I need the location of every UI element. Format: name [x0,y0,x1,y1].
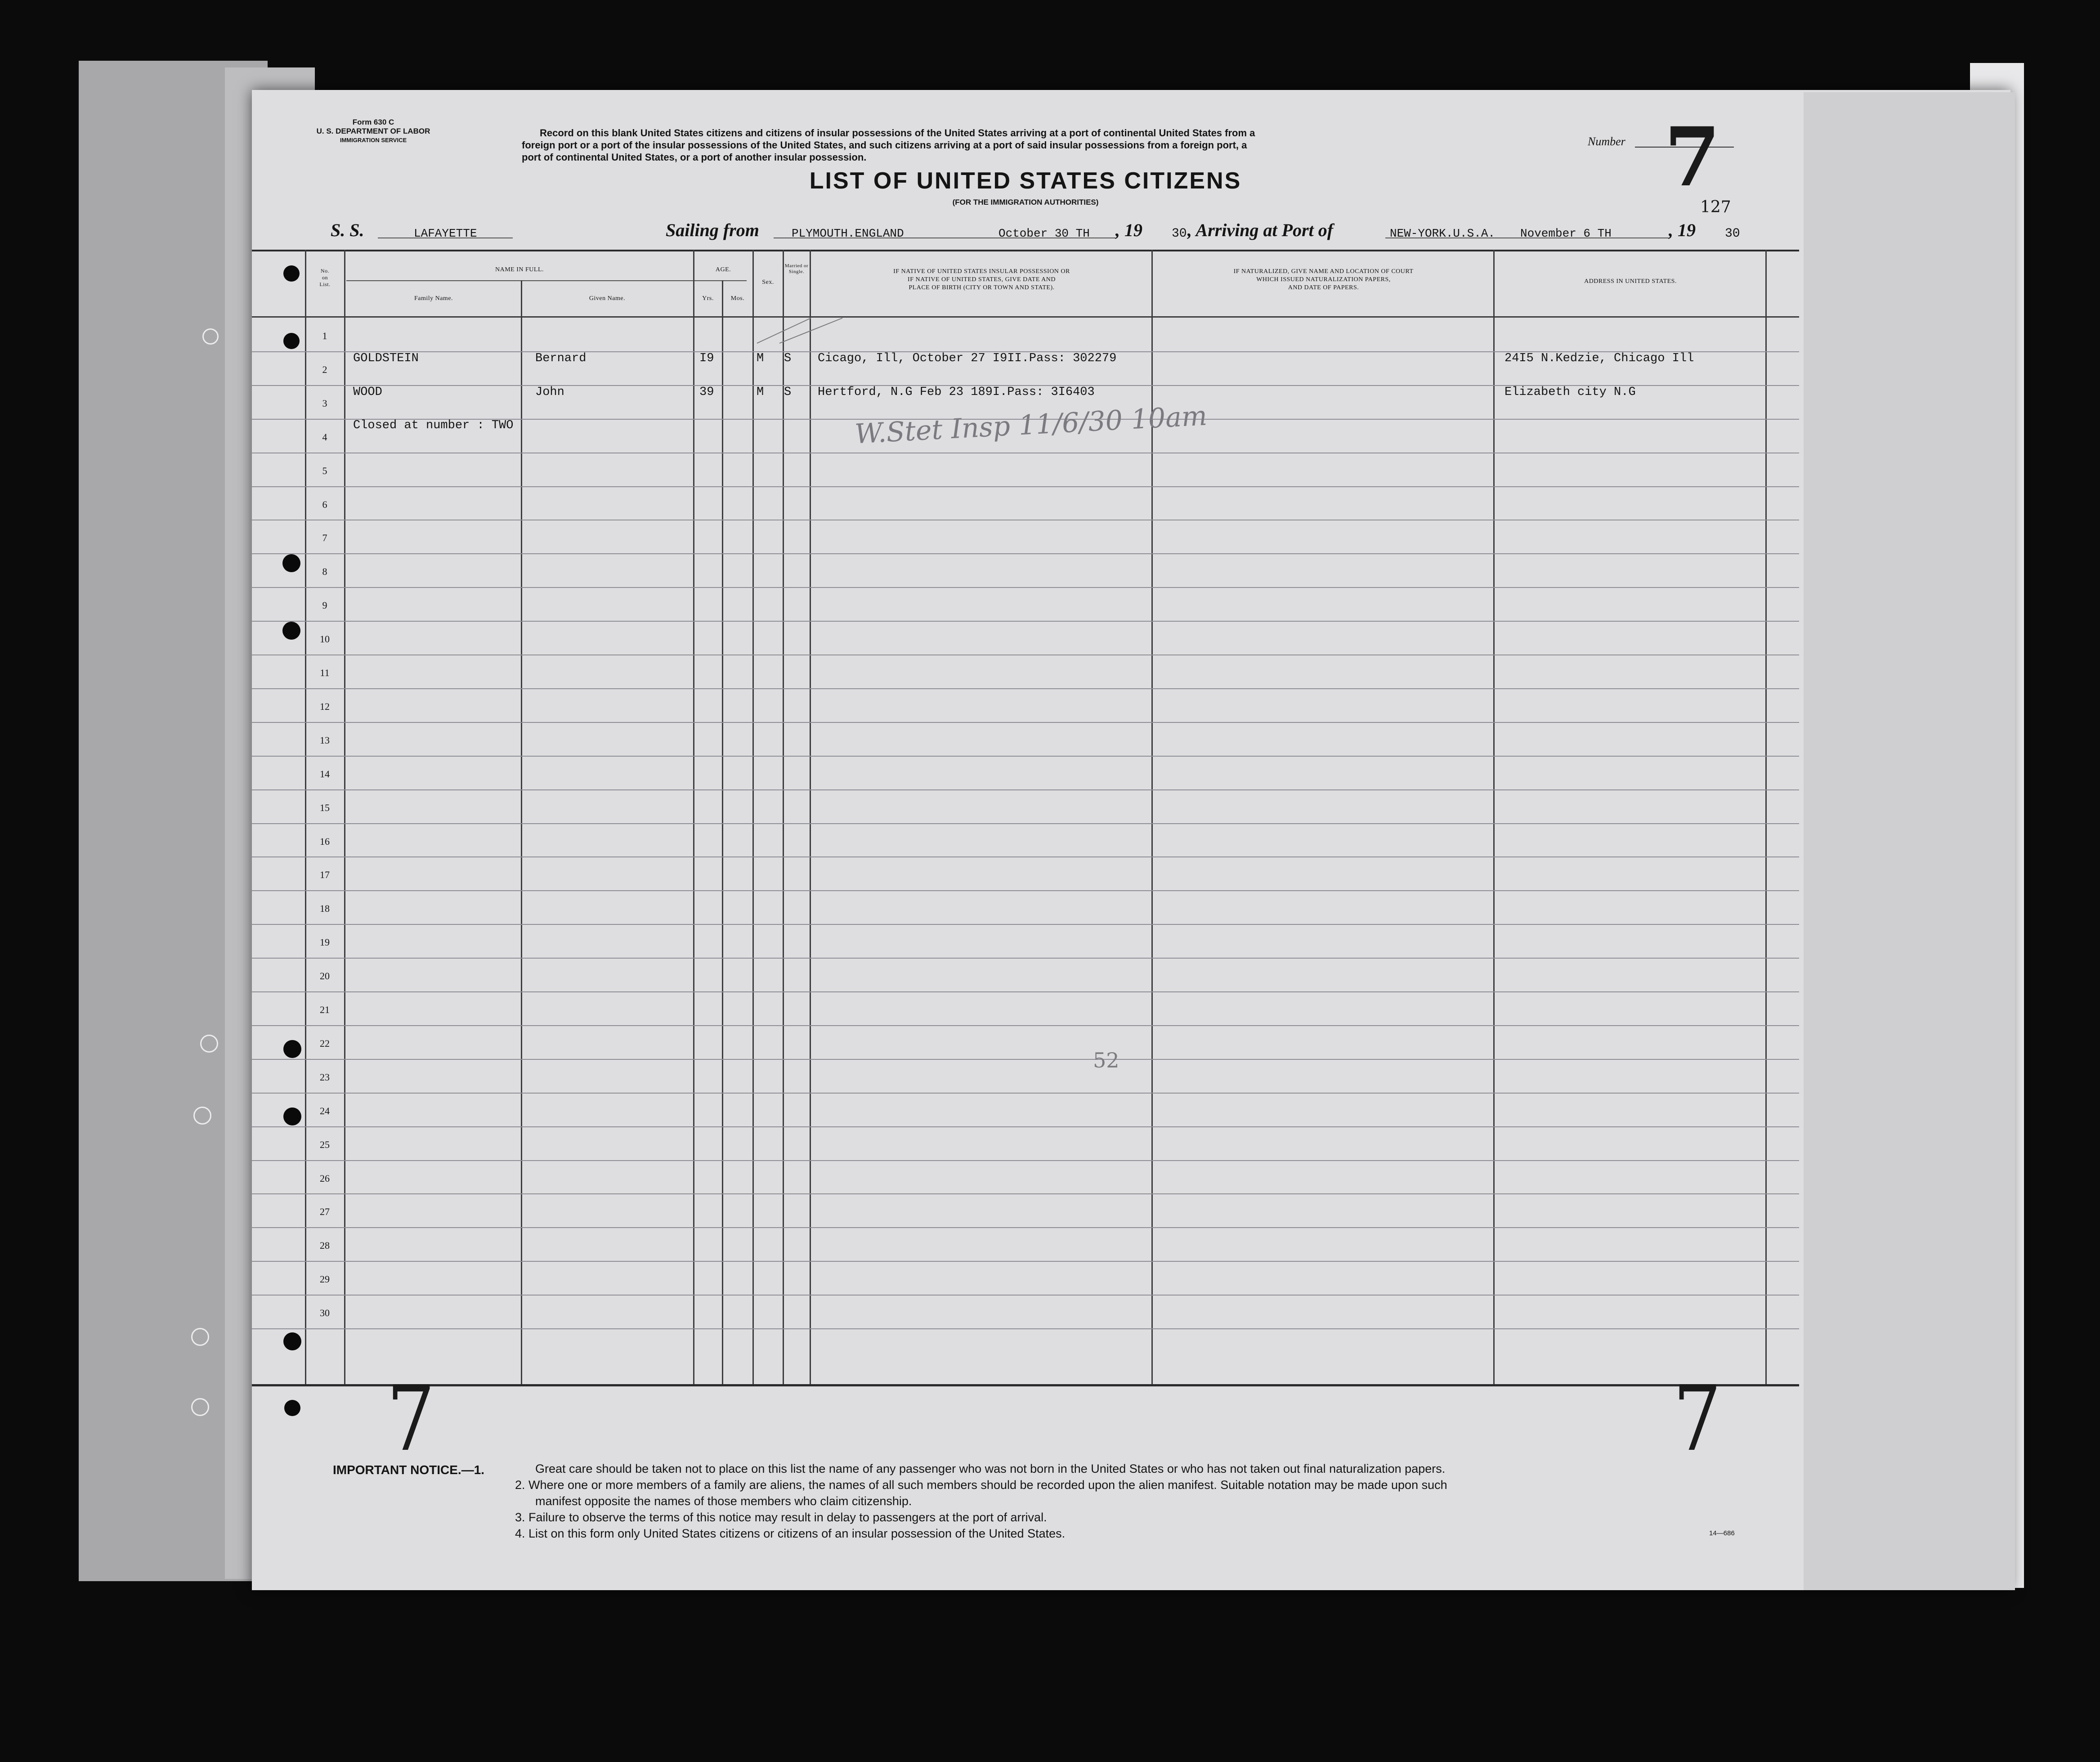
manifest-table [252,250,1799,1388]
column-divider [521,280,522,1384]
punch-hole [283,265,300,282]
ship-name: LAFAYETTE [414,227,477,240]
table-top-border [252,250,1799,251]
arrive-date: November 6 TH [1520,227,1612,240]
row-rule [252,553,1799,554]
sex-cell: M [757,386,764,399]
row-rule [252,1126,1799,1127]
row-number: 13 [320,735,330,746]
instruction-line: port of continental United States, or a port of another insular possession. [522,152,867,163]
row-rule [252,1059,1799,1060]
sailing-label: Sailing from [666,220,759,240]
col-header-no-line: List. [319,281,331,287]
address-cell: 24I5 N.Kedzie, Chicago Ill [1504,352,1694,365]
notice-item: Great care should be taken not to place on this list the name of any passenger who was not born in the United States or who has not taken out final naturalization papers. [535,1462,1446,1475]
notice-form-code: 14—686 [1709,1529,1735,1537]
col-header-no-line: on [322,274,328,281]
row-rule [252,890,1799,891]
from-port: PLYMOUTH.ENGLAND [792,227,904,240]
row-number: 14 [320,768,330,780]
row-number: 24 [320,1105,330,1116]
row-number: 26 [320,1173,330,1184]
row-rule [252,1160,1799,1161]
row-rule [252,587,1799,588]
column-divider [722,280,723,1384]
column-divider [1493,250,1495,1384]
sex-cell: M [757,352,764,365]
row-number: 12 [320,701,330,712]
col-header-family: Family Name. [414,295,453,302]
row-number: 4 [322,431,327,443]
stray-pencil-marks [752,317,1094,344]
given-name-cell: John [535,386,564,399]
row-number: 8 [322,566,327,577]
year-prefix: , 19 [1115,220,1142,240]
instruction-line: foreign port or a port of the insular possessions of the United States, and such citizens arriving at a port of said insular possessions from a foreign port, a [522,139,1247,151]
column-divider [305,250,306,1384]
page-title: LIST OF UNITED STATES CITIZENS [809,168,1242,194]
year-prefix: , 19 [1669,220,1696,240]
row-number: 23 [320,1072,330,1083]
column-divider [752,250,754,1384]
form-department: U. S. DEPARTMENT OF LABOR [316,127,430,135]
col-header-age: AGE. [715,266,731,273]
row-rule [252,1261,1799,1262]
column-divider [693,250,694,1384]
row-number: 15 [320,802,330,813]
row-number: 10 [320,633,330,645]
instruction-line: Record on this blank United States citizens and citizens of insular possessions of the United States arriving at a port of continental United States from a [540,127,1255,139]
row-rule [252,1227,1799,1228]
notice-item: manifest opposite the names of those members who claim citizenship. [535,1494,912,1508]
row-number: 3 [322,398,327,409]
sheet-right-margin [1804,92,2015,1590]
sail-year: 30 [1172,227,1187,241]
punch-hole [284,1400,300,1416]
row-number: 16 [320,836,330,847]
row-number: 20 [320,970,330,982]
row-rule [252,856,1799,857]
row-number: 17 [320,869,330,880]
punch-ring [200,1035,218,1053]
important-notice [333,1458,1817,1562]
row-rule [252,1295,1799,1296]
col-header-no-line: No. [320,268,330,274]
row-number: 22 [320,1038,330,1049]
address-cell: Elizabeth city N.G [1504,386,1636,399]
notice-item: 2. Where one or more members of a family are aliens, the names of all such members should be recorded upon the alien manifest. Suitable notation may be made upon such [515,1478,1447,1492]
header-subdivider [346,280,747,281]
row-rule [252,924,1799,925]
punch-ring [191,1398,209,1416]
notice-item: 3. Failure to observe the terms of this notice may result in delay to passengers at the port of arrival. [515,1511,1047,1524]
footer-number-left: 7 [386,1367,435,1471]
col-header-married: Married or Single. [784,263,809,274]
col-header-naturalized-line: IF NATURALIZED, GIVE NAME AND LOCATION OF COURT [1233,268,1414,275]
arriving-label: , Arriving at Port of [1187,220,1334,240]
row-rule [252,1193,1799,1194]
col-header-no [306,268,344,288]
form-id: Form 630 C [352,118,394,126]
col-header-yrs: Yrs. [702,295,714,302]
punch-hole [282,554,300,572]
row-rule [252,722,1799,723]
punch-ring [191,1328,209,1346]
column-divider [1765,250,1767,1384]
punch-hole [283,1332,301,1350]
form-service: IMMIGRATION SERVICE [340,137,407,143]
arrive-year: 30 [1725,227,1740,241]
column-divider [783,250,784,1384]
punch-ring [193,1107,211,1125]
inspector-annotation: W.Stet Insp 11/6/30 10am [854,400,1208,450]
row-rule [252,756,1799,757]
birth-cell: Hertford, N.G Feb 23 189I.Pass: 3I6403 [818,386,1095,399]
family-name-cell: WOOD [353,386,382,399]
col-header-naturalized [1154,268,1493,292]
notice-item: 4. List on this form only United States citizens or citizens of an insular possession of the United States. [515,1527,1066,1540]
row-rule [252,621,1799,622]
notice-heading: IMPORTANT NOTICE.—1. [333,1463,485,1477]
row-number: 21 [320,1004,330,1015]
row-rule [252,958,1799,959]
row-rule [252,823,1799,824]
punch-ring [202,328,219,345]
row-number: 1 [322,330,327,341]
row-number: 29 [320,1273,330,1285]
row-number: 19 [320,937,330,948]
punch-hole [282,622,300,640]
given-name-cell: Bernard [535,352,587,365]
row-rule [252,688,1799,689]
row-number: 11 [320,667,330,678]
family-name-cell: GOLDSTEIN [353,352,419,365]
row-number: 9 [322,600,327,611]
col-header-sex: Sex. [762,279,774,286]
row-rule [252,991,1799,992]
row-rule [252,1328,1799,1329]
row-rule [252,1025,1799,1026]
voyage-line [324,216,1763,243]
row-number: 5 [322,465,327,476]
instructions [522,127,1538,163]
col-header-naturalized-line: WHICH ISSUED NATURALIZATION PAPERS, [1256,276,1391,283]
row-number: 30 [320,1307,330,1318]
birth-cell: Cicago, Ill, October 27 I9II.Pass: 302279 [818,352,1117,365]
col-header-name: NAME IN FULL. [495,266,544,273]
row-rule [252,486,1799,487]
punch-hole [283,1040,301,1058]
col-header-address: ADDRESS IN UNITED STATES. [1584,278,1677,285]
closed-note: Closed at number : TWO [353,419,514,432]
col-header-given: Given Name. [589,295,626,302]
row-number: 2 [322,364,327,375]
col-header-native-line: IF NATIVE OF UNITED STATES, GIVE DATE AND [908,276,1056,283]
age-years-cell: I9 [699,352,714,365]
row-rule [252,789,1799,790]
form-id-block [315,118,432,145]
row-number: 27 [320,1206,330,1217]
footer-number-right: 7 [1673,1367,1722,1471]
number-label: Number [1588,135,1625,148]
marital-cell: S [784,352,792,365]
col-header-naturalized-line: AND DATE OF PAPERS. [1288,284,1359,291]
row-number: 6 [322,499,327,510]
row-number: 7 [322,532,327,543]
page-subtitle: (FOR THE IMMIGRATION AUTHORITIES) [952,198,1099,206]
column-divider [810,250,811,1384]
age-years-cell: 39 [699,386,714,399]
table-bottom-border [252,1384,1799,1386]
to-port: NEW-YORK.U.S.A. [1390,227,1496,240]
punch-hole [283,1107,301,1125]
row-number: 28 [320,1240,330,1251]
col-header-native-line: IF NATIVE OF UNITED STATES INSULAR POSSESSION OR [893,268,1070,275]
col-header-native [812,268,1151,292]
stamp-number: 127 [1700,198,1731,216]
column-divider [344,250,345,1384]
punch-hole [283,333,300,349]
row-number: 18 [320,903,330,914]
col-header-native-line: PLACE OF BIRTH (CITY OR TOWN AND STATE). [909,284,1055,291]
sheet-number: 7 [1664,110,1721,205]
row-number: 25 [320,1139,330,1150]
row-rule [252,1093,1799,1094]
col-header-mos: Mos. [730,295,745,302]
sail-date: October 30 TH [999,227,1090,240]
margin-number: 52 [1093,1048,1119,1072]
ss-label: S. S. [331,220,364,240]
marital-cell: S [784,386,792,399]
